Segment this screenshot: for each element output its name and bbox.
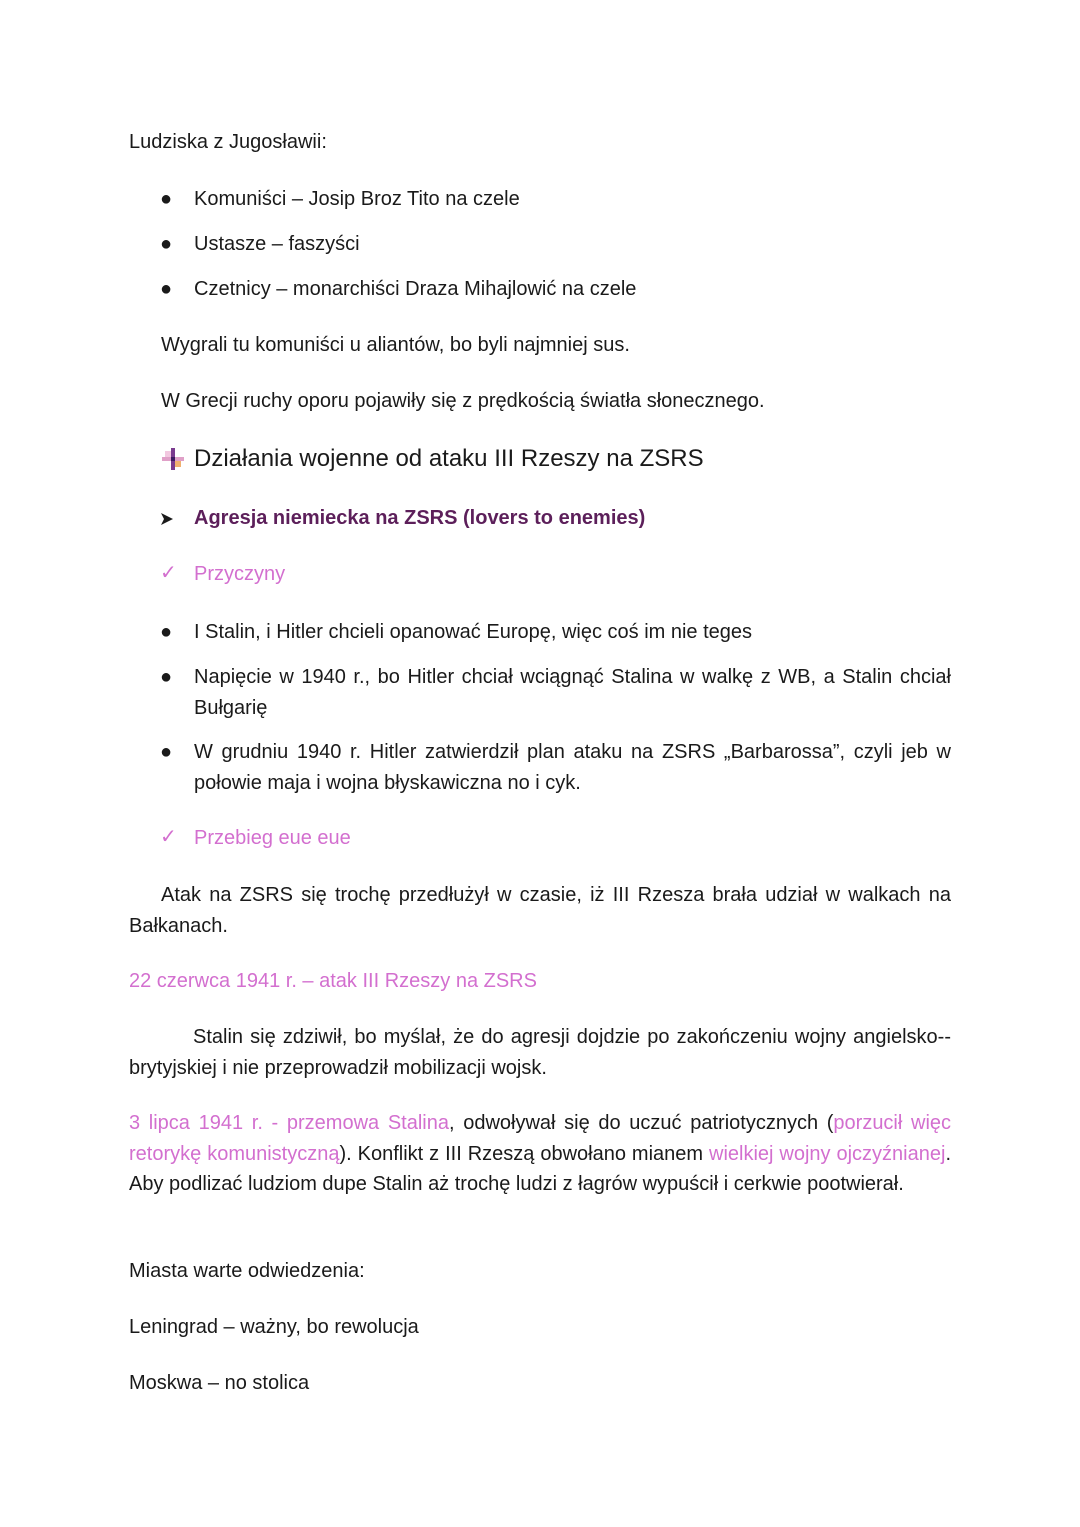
checkmark-icon: ✓	[160, 826, 177, 848]
bullet-icon: ●	[160, 278, 173, 300]
paragraph-stalin: Stalin się zdziwił, bo myślał, że do agresji dojdzie po zakończeniu wojny angielsko--brytyjskiej i nie przeprowadził mobilizacji wojsk.	[129, 1026, 951, 1079]
speech-date: 3 lipca 1941 r. - przemowa Stalina	[129, 1112, 449, 1134]
city-leningrad: Leningrad – ważny, bo rewolucja	[129, 1316, 419, 1338]
sparkle-heading-icon	[160, 446, 186, 472]
checkmark-icon: ✓	[160, 562, 177, 584]
cause-item: I Stalin, i Hitler chcieli opanować Europę, więc coś im nie teges	[194, 621, 753, 643]
arrow-right-icon	[159, 503, 175, 533]
faction-item: Ustasze – faszyści	[194, 233, 360, 255]
section-heading: Działania wojenne od ataku III Rzeszy na ZSRS	[194, 445, 704, 472]
paragraph-greece: W Grecji ruchy oporu pojawiły się z prędkością światła słonecznego.	[161, 390, 765, 412]
cities-heading: Miasta warte odwiedzenia:	[129, 1260, 365, 1282]
date-attack: 22 czerwca 1941 r. – atak III Rzeszy na ZSRS	[129, 970, 537, 992]
bullet-icon: ●	[160, 666, 173, 688]
city-moscow: Moskwa – no stolica	[129, 1372, 310, 1394]
bullet-icon: ●	[160, 233, 173, 255]
paragraph-delay: Atak na ZSRS się trochę przedłużył w czasie, iż III Rzesza brała udział w walkach na Bałkanach.	[129, 884, 951, 937]
speech-war-name: wielkiej wojny ojczyźnianej	[709, 1142, 946, 1165]
subsection-heading: Agresja niemiecka na ZSRS (lovers to enemies)	[194, 507, 646, 529]
intro-heading: Ludziska z Jugosławii:	[129, 131, 327, 153]
speech-text: ). Konflikt z III Rzeszą obwołano mianem	[339, 1142, 709, 1165]
paragraph-winners: Wygrali tu komuniści u aliantów, bo byli najmniej sus.	[161, 334, 630, 356]
causes-label: Przyczyny	[194, 563, 286, 585]
bullet-icon: ●	[160, 188, 173, 210]
course-label: Przebieg eue eue	[194, 827, 351, 849]
cause-item: Napięcie w 1940 r., bo Hitler chciał wciągnąć Stalina w walkę z WB, a Stalin chciał Bułgarię	[194, 666, 951, 719]
speech-text: . Aby podlizać ludziom dupe Stalin aż trochę ludzi z łagrów wypuścił i cerkwie pootwierał.	[129, 1142, 951, 1195]
speech-text: , odwoływał się do uczuć patriotycznych (	[448, 1112, 834, 1134]
faction-item: Czetnicy – monarchiści Draza Mihajlowić na czele	[194, 278, 637, 300]
paragraph-speech	[129, 1108, 951, 1200]
faction-item: Komuniści – Josip Broz Tito na czele	[194, 188, 520, 210]
bullet-icon: ●	[160, 741, 173, 763]
speech-rhetoric: porzucił więc retorykę komunistyczną	[129, 1112, 952, 1165]
bullet-icon: ●	[160, 621, 173, 643]
cause-item: W grudniu 1940 r. Hitler zatwierdził plan ataku na ZSRS „Barbarossa”, czyli jeb w połowie maja i wojna błyskawiczna no i cyk.	[194, 741, 951, 794]
